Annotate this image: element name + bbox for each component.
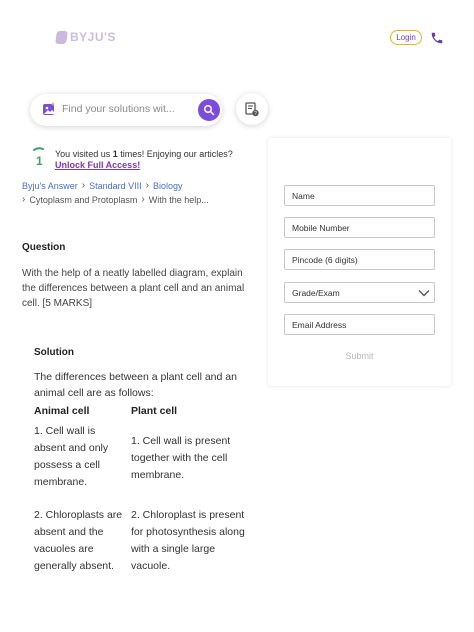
- document-question-icon: [245, 102, 259, 117]
- search-icon: [203, 104, 215, 116]
- visit-count-number: 1: [36, 154, 43, 168]
- table-row: [34, 507, 249, 591]
- visit-count-icon: [30, 146, 46, 168]
- breadcrumb-item-byjus-answer[interactable]: Byju's Answer: [22, 181, 78, 191]
- lead-form: [268, 138, 451, 386]
- byjus-logo[interactable]: [56, 30, 116, 44]
- logo-text: BYJU'S: [70, 30, 116, 44]
- table-header-row: [34, 405, 249, 423]
- login-button[interactable]: Login: [390, 30, 422, 45]
- breadcrumb-item-current: With the help...: [148, 195, 209, 205]
- submit-button[interactable]: Submit: [345, 351, 374, 361]
- solution-intro: The differences between a plant cell and an animal cell are as follows:: [34, 371, 237, 399]
- table-header-animal-cell: Animal cell: [34, 405, 90, 417]
- breadcrumb: [22, 179, 262, 207]
- email-field[interactable]: Email Address: [284, 314, 435, 335]
- table-cell: 1. Cell wall is absent and only possess a cell membrane.: [34, 425, 109, 488]
- visit-message: You visited us 1 times! Enjoying our articles?: [55, 149, 233, 159]
- name-field[interactable]: Name: [284, 185, 435, 206]
- chevron-down-icon: [418, 289, 430, 297]
- table-row: [34, 423, 249, 507]
- search-bar[interactable]: [30, 94, 222, 126]
- logo-mark-icon: [55, 31, 68, 44]
- chevron-right-icon: ›: [145, 180, 149, 191]
- grade-exam-label: Grade/Exam: [292, 287, 340, 298]
- phone-icon[interactable]: [430, 31, 444, 45]
- table-cell: 2. Chloroplasts are absent and the vacuoles are generally absent.: [34, 509, 123, 572]
- table-header-plant-cell: Plant cell: [131, 405, 178, 417]
- pincode-field[interactable]: Pincode (6 digits): [284, 249, 435, 270]
- grade-exam-select[interactable]: [284, 282, 435, 303]
- search-input[interactable]: [62, 103, 192, 115]
- header: [0, 0, 474, 76]
- chevron-right-icon: ›: [141, 194, 145, 205]
- breadcrumb-item-biology[interactable]: Biology: [152, 181, 183, 191]
- chevron-right-icon: ›: [22, 194, 26, 205]
- sparkle-image-icon: [42, 102, 56, 116]
- search-button[interactable]: [198, 99, 220, 121]
- svg-text:?: ?: [254, 110, 257, 117]
- unlock-full-access-link[interactable]: Unlock Full Access!: [55, 160, 141, 170]
- table-cell: 2. Chloroplast is present for photosynthesis along with a single large vacuole.: [131, 509, 245, 572]
- document-question-button[interactable]: [236, 93, 268, 125]
- breadcrumb-item-cytoplasm[interactable]: Cytoplasm and Protoplasm: [29, 195, 138, 205]
- question-text: With the help of a neatly labelled diagram, explain the differences between a plant cell and an animal cell. [5 MARKS]: [22, 268, 245, 309]
- question-heading: Question: [22, 242, 66, 253]
- table-cell: 1. Cell wall is present together with the cell membrane.: [131, 435, 231, 481]
- mobile-number-field[interactable]: Mobile Number: [284, 217, 435, 238]
- chevron-right-icon: ›: [81, 180, 86, 191]
- breadcrumb-item-standard[interactable]: Standard VIII: [89, 181, 142, 191]
- solution-heading: Solution: [34, 347, 74, 358]
- visit-banner: [22, 142, 262, 172]
- comparison-table: [34, 405, 249, 591]
